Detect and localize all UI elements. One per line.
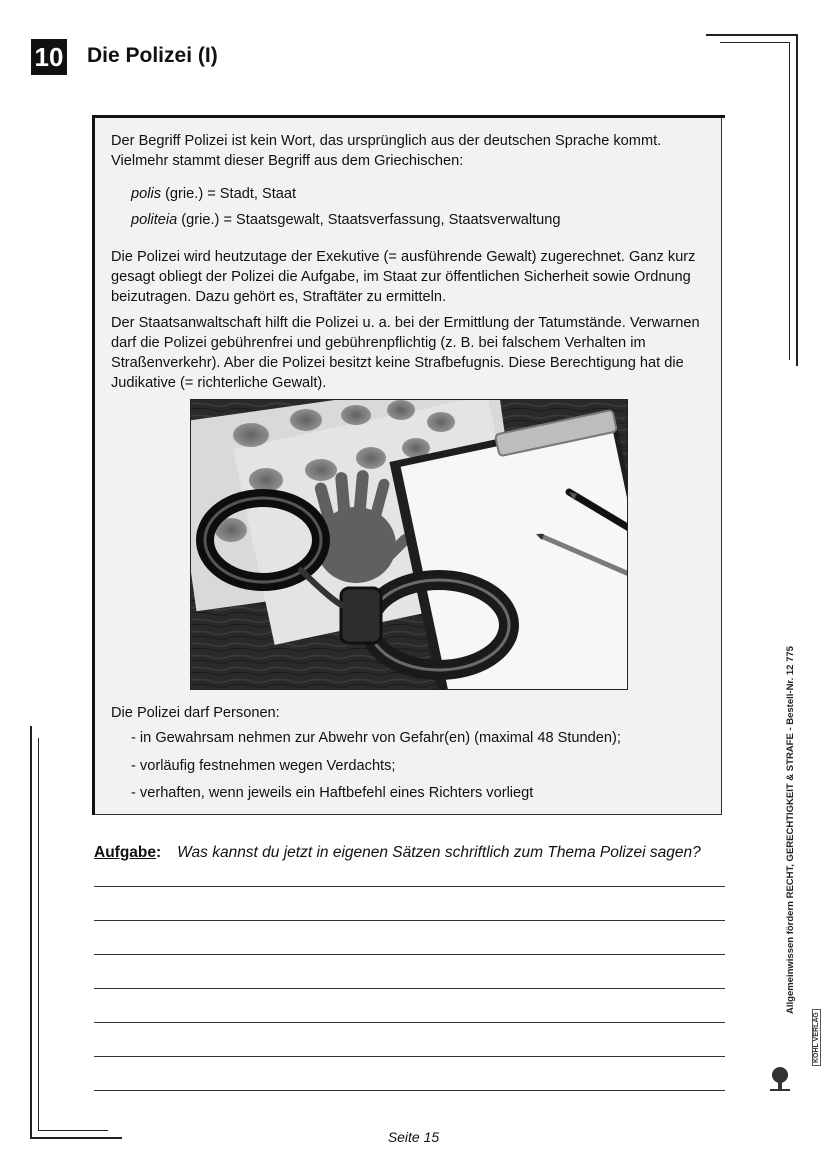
frame-top-right-v2 bbox=[789, 42, 790, 360]
photo-fingerprints-handcuffs bbox=[190, 399, 628, 690]
definition-text: (grie.) = Stadt, Staat bbox=[161, 186, 297, 202]
definition-term: politeia bbox=[131, 212, 178, 228]
publisher-logo-icon bbox=[768, 1066, 792, 1092]
executive-paragraph: Die Polizei wird heutzutage der Exekutive (= ausführende Gewalt) zugerechnet. Ganz kurz gesagt obliegt der Polizei die Aufgabe, im Staat zur öffentlichen Sicherheit sowie Ordnung beizutragen. Dazu gehört es, Straftäter zu ermitteln. bbox=[111, 249, 696, 305]
list-item: - in Gewahrsam nehmen zur Abwehr von Gefahr(en) (maximal 48 Stunden); bbox=[131, 730, 621, 746]
frame-top-right-h1 bbox=[706, 34, 798, 36]
definition-term: polis bbox=[131, 186, 162, 202]
task-colon: : bbox=[156, 844, 162, 861]
writing-line[interactable] bbox=[94, 988, 725, 989]
definition-politeia bbox=[131, 212, 561, 228]
prosecution-paragraph: Der Staatsanwaltschaft hilft die Polizei u. a. bei der Ermittlung der Tatumstände. Verwarnen darf die Polizei gebührenfrei und gebührenpflichtig (z. B. bei falschem Verhalten im Straßenverkehr). Aber die Polizei besitzt keine Strafbefugnis. Diese Berechtigung hat die Judikative (= richterliche Gewalt). bbox=[111, 315, 700, 391]
task-question: Was kannst du jetzt in eigenen Sätzen schriftlich zum Thema Polizei sagen? bbox=[177, 844, 701, 861]
frame-bottom-left-v2 bbox=[38, 738, 39, 1131]
frame-bottom-left-v1 bbox=[30, 726, 32, 1139]
writing-line[interactable] bbox=[94, 1056, 725, 1057]
frame-top-right-v1 bbox=[796, 34, 798, 366]
chapter-number: 10 bbox=[31, 39, 67, 75]
task-label: Aufgabe bbox=[94, 844, 156, 861]
task-prompt bbox=[94, 844, 701, 862]
writing-line[interactable] bbox=[94, 1022, 725, 1023]
page-number: Seite 15 bbox=[387, 1129, 440, 1145]
frame-top-right-h2 bbox=[720, 42, 790, 43]
info-box-border-left bbox=[92, 115, 95, 815]
powers-intro: Die Polizei darf Personen: bbox=[111, 705, 280, 721]
writing-line[interactable] bbox=[94, 886, 725, 887]
list-item: - vorläufig festnehmen wegen Verdachts; bbox=[131, 758, 396, 774]
photo-illustration bbox=[191, 400, 628, 690]
definition-polis bbox=[131, 186, 296, 202]
page-title: Die Polizei (I) bbox=[87, 44, 218, 67]
publisher-name: KOHL VERLAG bbox=[812, 1009, 821, 1066]
intro-paragraph: Der Begriff Polizei ist kein Wort, das ursprünglich aus der deutschen Sprache kommt. Vielmehr stammt dieser Begriff aus dem Griechischen: bbox=[111, 133, 662, 169]
info-box-border-top bbox=[92, 115, 725, 118]
list-item: - verhaften, wenn jeweils ein Haftbefehl eines Richters vorliegt bbox=[131, 785, 534, 801]
writing-line[interactable] bbox=[94, 920, 725, 921]
side-order-text: Allgemeinwissen fördern RECHT, GERECHTIGKEIT & STRAFE - Bestell-Nr. 12 775 bbox=[785, 646, 796, 1014]
writing-line[interactable] bbox=[94, 954, 725, 955]
writing-line[interactable] bbox=[94, 1090, 725, 1091]
definition-text: (grie.) = Staatsgewalt, Staatsverfassung, Staatsverwaltung bbox=[177, 212, 561, 228]
